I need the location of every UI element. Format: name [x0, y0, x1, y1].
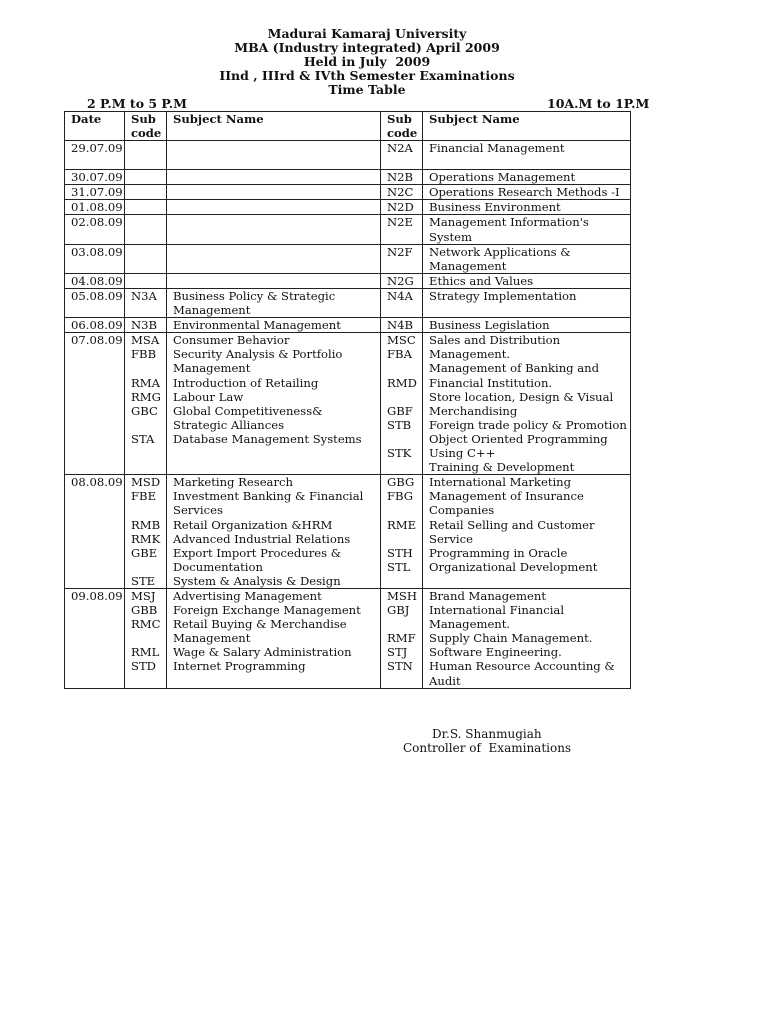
row-date: 07.08.09	[65, 333, 125, 475]
row-date: 09.08.09	[65, 588, 125, 688]
afternoon-sub-code: MSD FBE RMB RMK GBE STE	[125, 475, 167, 589]
morning-subject: Ethics and Values	[423, 273, 631, 288]
table-row	[65, 588, 631, 688]
university-name: Madurai Kamaraj University	[267, 26, 467, 41]
morning-subject: Network Applications & Management	[423, 244, 631, 273]
afternoon-subject	[167, 141, 381, 170]
morning-subject: International Marketing Management of Insurance Companies Retail Selling and Customer Service Programming in Oracle Organizational Development	[423, 475, 631, 589]
morning-sub-code: N2G	[381, 273, 423, 288]
morning-sub-code: GBG FBG RME STH STL	[381, 475, 423, 589]
exam-timetable	[64, 111, 631, 689]
morning-sub-code: MSH GBJ RMF STJ STN	[381, 588, 423, 688]
afternoon-subject	[167, 215, 381, 244]
program-title: MBA (Industry integrated) April 2009	[234, 40, 500, 55]
morning-subject: Financial Management	[423, 141, 631, 170]
afternoon-subject: Marketing Research Investment Banking & Financial Services Retail Organization &HRM Advanced Industrial Relations Export Import Procedures & Documentation System & Analysis & Design	[167, 475, 381, 589]
morning-sub-code: N2C	[381, 185, 423, 200]
afternoon-subject: Environmental Management	[167, 318, 381, 333]
signatory-name: Dr.S. Shanmugiah	[432, 727, 542, 741]
morning-session-label: 10A.M to 1P.M	[547, 96, 650, 111]
afternoon-subject	[167, 200, 381, 215]
afternoon-sub-code: N3B	[125, 318, 167, 333]
afternoon-subject: Business Policy & Strategic Management	[167, 288, 381, 317]
afternoon-subject	[167, 273, 381, 288]
afternoon-sub-code	[125, 273, 167, 288]
morning-sub-code: N2B	[381, 170, 423, 185]
morning-sub-code: N2D	[381, 200, 423, 215]
afternoon-sub-code: MSJ GBB RMC RML STD	[125, 588, 167, 688]
row-date: 04.08.09	[65, 273, 125, 288]
row-date: 03.08.09	[65, 244, 125, 273]
held-in: Held in July 2009	[303, 54, 431, 69]
afternoon-sub-code: N3A	[125, 288, 167, 317]
table-row	[65, 170, 631, 185]
signatory-title: Controller of Examinations	[403, 741, 572, 755]
morning-subject: Strategy Implementation	[423, 288, 631, 317]
row-date: 31.07.09	[65, 185, 125, 200]
header-sub-code-morning: Sub code	[381, 112, 423, 141]
afternoon-subject	[167, 185, 381, 200]
header-subject-name-morning: Subject Name	[423, 112, 631, 141]
morning-subject: Business Legislation	[423, 318, 631, 333]
morning-subject: Sales and Distribution Management. Management of Banking and Financial Institution. Store location, Design & Visual Merchandising Foreign trade policy & Promotion Object Oriented Programming Using C++ Training & Development	[423, 333, 631, 475]
header-subject-name-afternoon: Subject Name	[167, 112, 381, 141]
afternoon-session-label: 2 P.M to 5 P.M	[87, 96, 187, 111]
table-row	[65, 215, 631, 244]
time-table-heading: Time Table	[328, 82, 406, 97]
header-sub-code-afternoon: Sub code	[125, 112, 167, 141]
afternoon-subject: Advertising Management Foreign Exchange Management Retail Buying & Merchandise Management Wage & Salary Administration Internet Programming	[167, 588, 381, 688]
morning-sub-code: N4A	[381, 288, 423, 317]
afternoon-sub-code	[125, 200, 167, 215]
row-date: 02.08.09	[65, 215, 125, 244]
morning-subject: Brand Management International Financial Management. Supply Chain Management. Software Engineering. Human Resource Accounting & Audit	[423, 588, 631, 688]
morning-sub-code: N2E	[381, 215, 423, 244]
afternoon-subject	[167, 244, 381, 273]
header-date: Date	[65, 112, 125, 141]
morning-subject: Business Environment	[423, 200, 631, 215]
morning-subject: Operations Research Methods -I	[423, 185, 631, 200]
afternoon-sub-code	[125, 141, 167, 170]
table-header-row	[65, 112, 631, 141]
row-date: 08.08.09	[65, 475, 125, 589]
afternoon-sub-code	[125, 170, 167, 185]
table-row	[65, 318, 631, 333]
document-header	[0, 27, 734, 97]
table-row	[65, 141, 631, 170]
morning-subject: Operations Management	[423, 170, 631, 185]
table-row	[65, 273, 631, 288]
table-row	[65, 475, 631, 589]
row-date: 01.08.09	[65, 200, 125, 215]
row-date: 29.07.09	[65, 141, 125, 170]
morning-sub-code: N2A	[381, 141, 423, 170]
table-row	[65, 333, 631, 475]
table-row	[65, 288, 631, 317]
afternoon-subject	[167, 170, 381, 185]
afternoon-subject: Consumer Behavior Security Analysis & Portfolio Management Introduction of Retailing Labour Law Global Competitiveness& Strategic Alliances Database Management Systems	[167, 333, 381, 475]
row-date: 06.08.09	[65, 318, 125, 333]
row-date: 05.08.09	[65, 288, 125, 317]
semester-line: IInd , IIIrd & IVth Semester Examinations	[219, 68, 515, 83]
morning-sub-code: MSC FBA RMD GBF STB STK	[381, 333, 423, 475]
morning-subject: Management Information's System	[423, 215, 631, 244]
table-row	[65, 185, 631, 200]
table-row	[65, 244, 631, 273]
morning-sub-code: N4B	[381, 318, 423, 333]
afternoon-sub-code	[125, 185, 167, 200]
morning-sub-code: N2F	[381, 244, 423, 273]
afternoon-sub-code	[125, 244, 167, 273]
row-date: 30.07.09	[65, 170, 125, 185]
table-row	[65, 200, 631, 215]
afternoon-sub-code: MSA FBB RMA RMG GBC STA	[125, 333, 167, 475]
afternoon-sub-code	[125, 215, 167, 244]
